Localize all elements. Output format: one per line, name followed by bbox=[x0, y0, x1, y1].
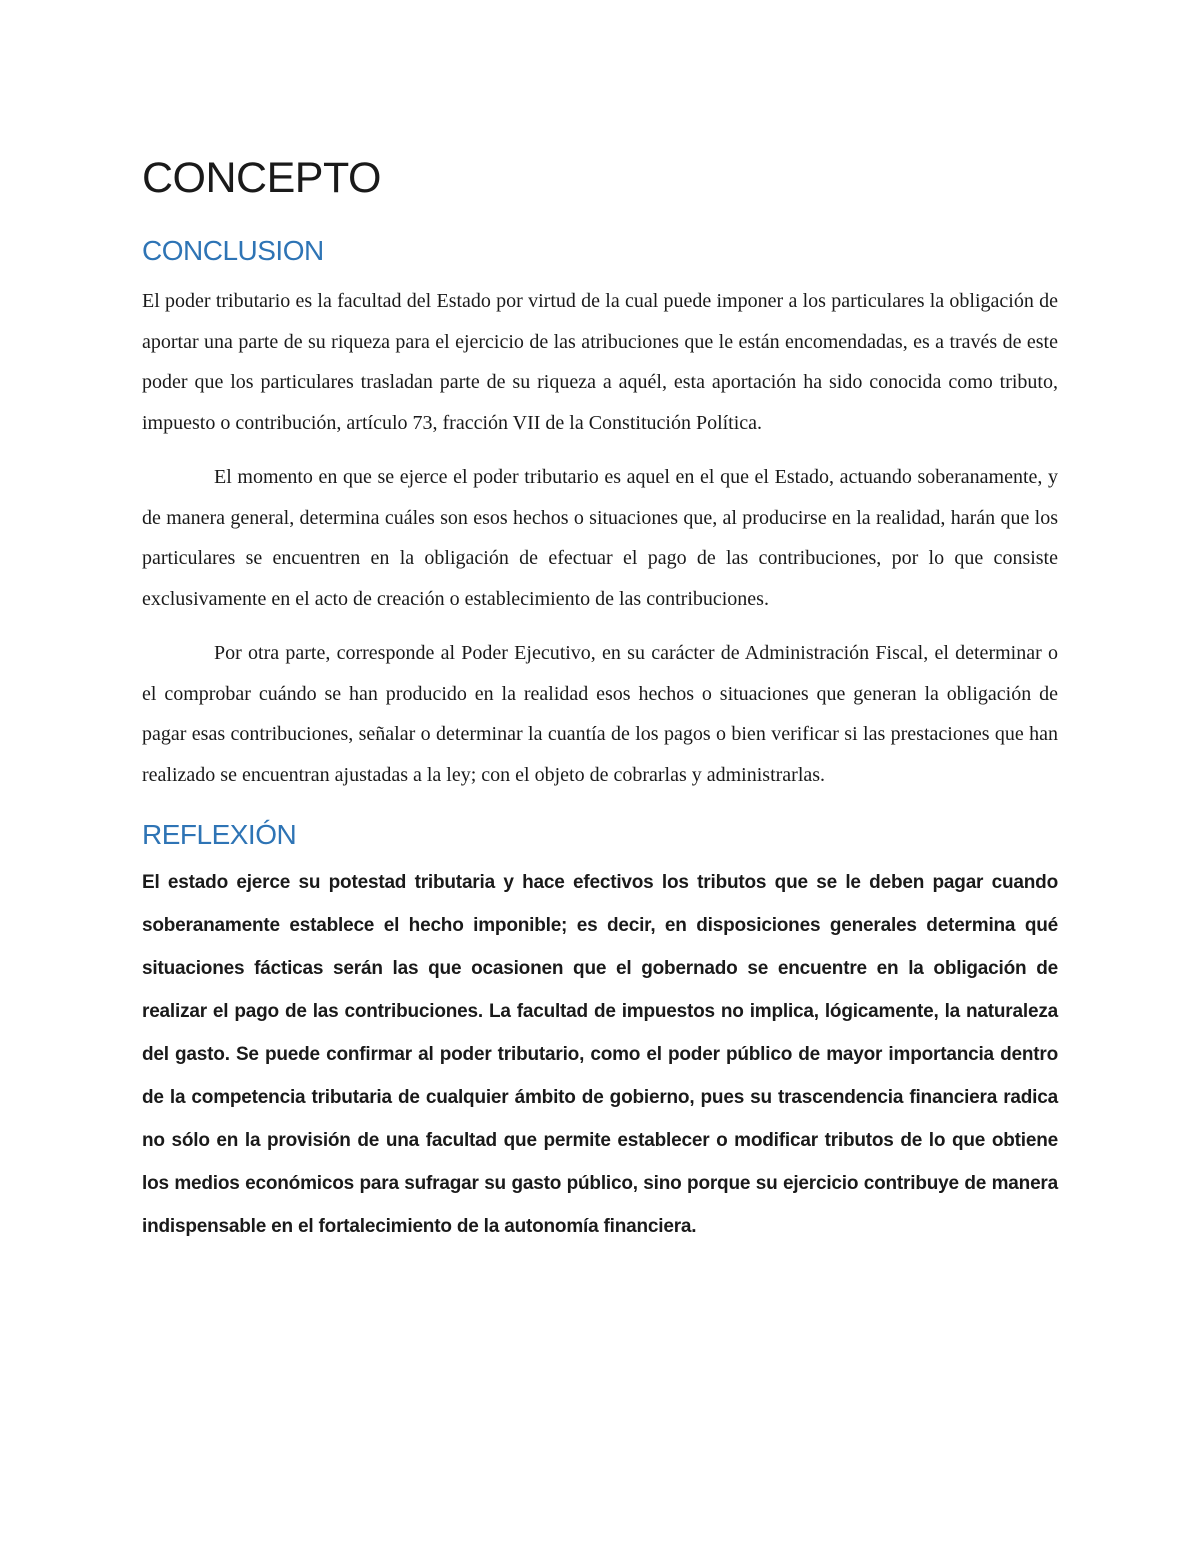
conclusion-heading: CONCLUSION bbox=[142, 235, 324, 266]
reflexion-heading: REFLEXIÓN bbox=[142, 819, 297, 850]
conclusion-paragraph-1: El poder tributario es la facultad del Estado por virtud de la cual puede imponer a los particulares la obligación de aportar una parte de su riqueza para el ejercicio de las atribuciones que le están encomendadas, es a través de este poder que los particulares trasladan parte de su riqueza a aquél, esta aportación ha sido conocida como tributo, impuesto o contribución, artículo 73, fracción VII de la Constitución Política. bbox=[142, 290, 1058, 434]
page-title: CONCEPTO bbox=[142, 154, 381, 202]
conclusion-paragraph-2: El momento en que se ejerce el poder tributario es aquel en el que el Estado, actuando soberanamente, y de manera general, determina cuáles son esos hechos o situaciones que, al producirse en la realidad, harán que los particulares se encuentren en la obligación de efectuar el pago de las contribuciones, por lo que consiste exclusivamente en el acto de creación o establecimiento de las contribuciones. bbox=[142, 466, 1058, 610]
reflexion-paragraph: El estado ejerce su potestad tributaria y hace efectivos los tributos que se le deben pagar cuando soberanamente establece el hecho imponible; es decir, en disposiciones generales determina qué situaciones fácticas serán las que ocasionen que el gobernado se encuentre en la obligación de realizar el pago de las contribuciones. La facultad de impuestos no implica, lógicamente, la naturaleza del gasto. Se puede confirmar al poder tributario, como el poder público de mayor importancia dentro de la competencia tributaria de cualquier ámbito de gobierno, pues su trascendencia financiera radica no sólo en la provisión de una facultad que permite establecer o modificar tributos de lo que obtiene los medios económicos para sufragar su gasto público, sino porque su ejercicio contribuye de manera indispensable en el fortalecimiento de la autonomía financiera. bbox=[142, 872, 1058, 1237]
conclusion-paragraph-3: Por otra parte, corresponde al Poder Ejecutivo, en su carácter de Administración Fiscal, el determinar o el comprobar cuándo se han producido en la realidad esos hechos o situaciones que generan la obligación de pagar esas contribuciones, señalar o determinar la cuantía de los pagos o bien verificar si las prestaciones que han realizado se encuentran ajustadas a la ley; con el objeto de cobrarlas y administrarlas. bbox=[142, 642, 1058, 786]
document-page bbox=[142, 150, 1058, 1248]
